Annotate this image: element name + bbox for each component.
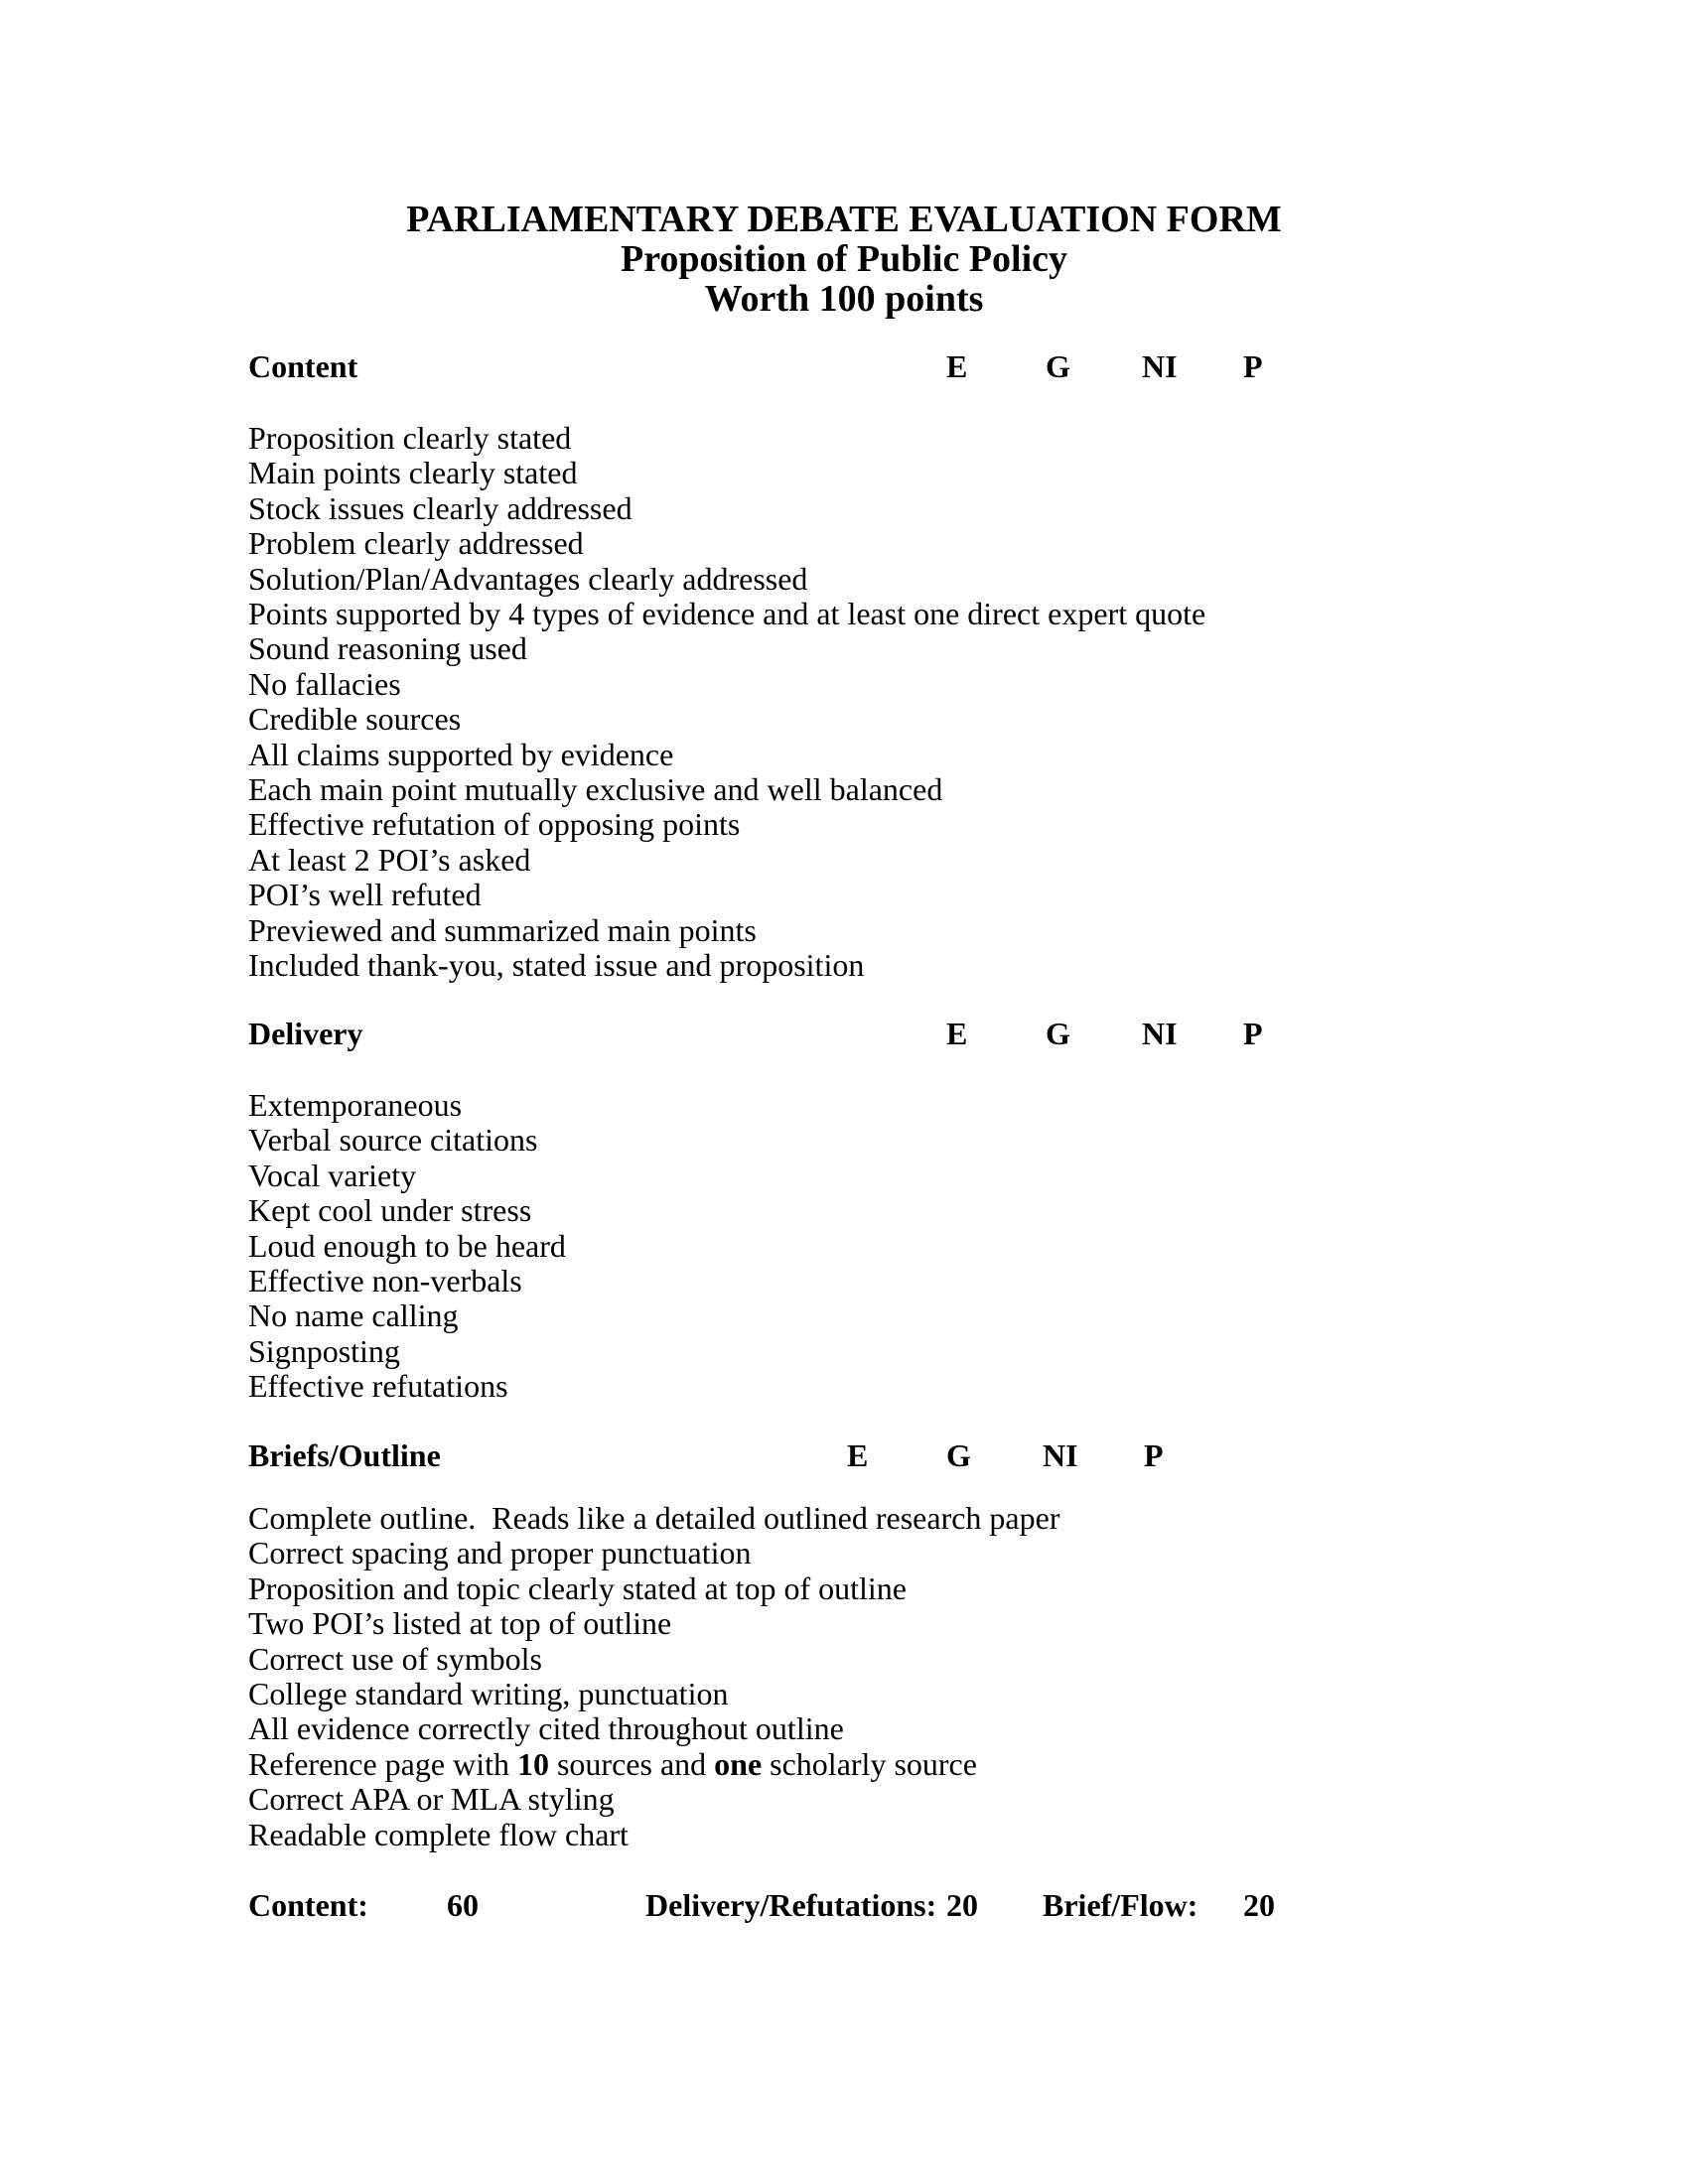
checklist-item: At least 2 POI’s asked [248, 841, 531, 878]
checklist-item: Correct APA or MLA styling [248, 1781, 615, 1818]
rating-letter-poor: P [1243, 1016, 1263, 1051]
checklist-item: Previewed and summarized main points [248, 911, 757, 948]
section-header-briefs-outline [0, 1437, 1688, 1477]
content-score-label: Content: [248, 1887, 368, 1923]
checklist-item [248, 1747, 1539, 1782]
section-heading-delivery: Delivery [248, 1016, 363, 1051]
section-header-content [0, 348, 1688, 388]
checklist-item: Kept cool under stress [248, 1192, 532, 1229]
checklist-item: Solution/Plan/Advantages clearly addressed [248, 560, 808, 597]
checklist-item-text: scholarly source [762, 1745, 977, 1782]
briefs-criteria-list [248, 1501, 1539, 1852]
rating-letter-poor: P [1243, 348, 1263, 384]
rating-letter-good: G [1046, 1016, 1070, 1051]
rating-letter-needs-improvement: NI [1142, 1016, 1178, 1051]
title-line-points: Worth 100 points [704, 278, 984, 320]
checklist-item: College standard writing, punctuation [248, 1676, 729, 1712]
document-title [0, 200, 1688, 319]
content-score-value: 60 [447, 1887, 479, 1923]
rating-letter-good: G [1046, 348, 1070, 384]
delivery-criteria-list [248, 1088, 1539, 1405]
checklist-item: Main points clearly stated [248, 455, 578, 491]
checklist-item: No name calling [248, 1297, 459, 1334]
checklist-item: Problem clearly addressed [248, 525, 584, 562]
checklist-item: All evidence correctly cited throughout outline [248, 1710, 844, 1747]
section-heading-content: Content [248, 348, 358, 384]
checklist-item: Proposition and topic clearly stated at top of outline [248, 1570, 907, 1606]
checklist-item: Effective refutation of opposing points [248, 806, 741, 843]
checklist-item-text: Reference page with [248, 1745, 517, 1782]
checklist-item: Correct spacing and proper punctuation [248, 1535, 752, 1571]
title-line-subtitle: Proposition of Public Policy [620, 238, 1068, 280]
checklist-item-emphasis: 10 [516, 1745, 549, 1782]
delivery-refutations-score-label: Delivery/Refutations: [645, 1887, 937, 1923]
checklist-item: Points supported by 4 types of evidence and at least one direct expert quote [248, 596, 1206, 632]
checklist-item: Correct use of symbols [248, 1640, 542, 1677]
rating-letter-excellent: E [946, 348, 968, 384]
checklist-item: Readable complete flow chart [248, 1816, 629, 1852]
delivery-refutations-score-value: 20 [946, 1887, 978, 1923]
checklist-item: Included thank-you, stated issue and proposition [248, 947, 865, 984]
checklist-item: Complete outline. Reads like a detailed outlined research paper [248, 1500, 1060, 1536]
checklist-item: Effective refutations [248, 1368, 508, 1405]
checklist-item: All claims supported by evidence [248, 736, 674, 772]
checklist-item: No fallacies [248, 665, 401, 702]
checklist-item: POI’s well refuted [248, 877, 482, 913]
rating-letter-poor: P [1144, 1437, 1164, 1473]
checklist-item: Signposting [248, 1332, 400, 1369]
checklist-item: Loud enough to be heard [248, 1227, 566, 1264]
title-line-main: PARLIAMENTARY DEBATE EVALUATION FORM [406, 199, 1282, 240]
section-header-delivery [0, 1016, 1688, 1055]
checklist-item: Verbal source citations [248, 1122, 538, 1159]
checklist-item: Credible sources [248, 701, 462, 738]
checklist-item: Each main point mutually exclusive and well balanced [248, 771, 943, 808]
checklist-item: Effective non-verbals [248, 1263, 522, 1299]
section-heading-briefs-outline: Briefs/Outline [248, 1437, 441, 1473]
checklist-item: Vocal variety [248, 1157, 417, 1193]
checklist-item: Sound reasoning used [248, 630, 527, 667]
checklist-item: Extemporaneous [248, 1087, 463, 1123]
rating-letter-excellent: E [847, 1437, 869, 1473]
rating-letter-needs-improvement: NI [1043, 1437, 1078, 1473]
checklist-item-emphasis: one [714, 1745, 763, 1782]
rating-letter-needs-improvement: NI [1142, 348, 1178, 384]
checklist-item: Proposition clearly stated [248, 420, 572, 456]
rating-letter-excellent: E [946, 1016, 968, 1051]
checklist-item: Stock issues clearly addressed [248, 489, 633, 526]
brief-flow-score-value: 20 [1243, 1887, 1275, 1923]
checklist-item: Two POI’s listed at top of outline [248, 1605, 672, 1642]
content-criteria-list [248, 421, 1539, 984]
checklist-item-text: sources and [548, 1745, 715, 1782]
brief-flow-score-label: Brief/Flow: [1043, 1887, 1198, 1923]
rating-letter-good: G [946, 1437, 971, 1473]
score-summary [0, 1887, 1688, 1927]
